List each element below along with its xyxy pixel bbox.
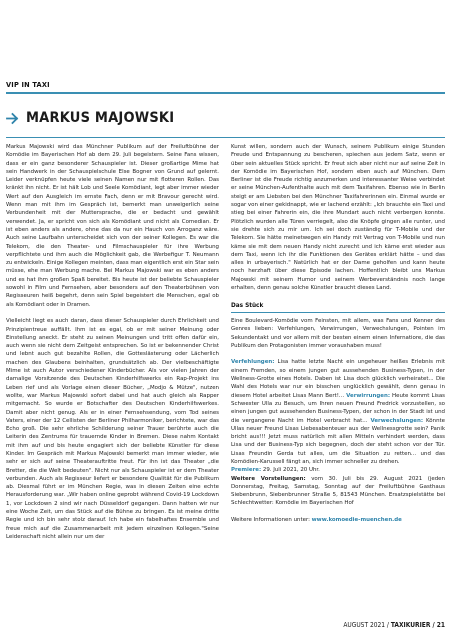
section-label: VIP IN TAXI xyxy=(6,81,50,89)
premiere-text: 29. Juli 2021, 20 Uhr. xyxy=(262,467,320,474)
plot-summary xyxy=(231,358,445,466)
premiere-line xyxy=(231,466,445,474)
verfehlungen-text: Lisa hatte letzte Nacht ein ungeheuer heißes Erlebnis mit einem Fremden, so einem jungen gut aussehenden Business-Typen, in der Wellness-Grotte eines Hotels. Daben ist Lisa doch glücklich verheiratet... Die Wahl des Hotels war nur ein bisschen unglücklich gewählt, denn genau in diesem Hotel arbeitet Lisas Mann Bert!... xyxy=(231,359,445,399)
paragraph: Eine Boulevard-Komödie vom Feinsten, mit allem, was Fans und Kenner des Genres lieben: Verfehlungen, Verwirrungen, Verwechslungen, Pointen im Sekundentakt und vor allem mit der besten einem einen Infernatiore, die das Publikum den Protagonisten immer voraushaben muss! xyxy=(231,317,445,349)
premiere-label: Premiere: xyxy=(231,467,262,474)
headline-divider xyxy=(6,137,445,138)
website-link[interactable]: www.komoedie-muenchen.de xyxy=(311,517,402,524)
article-title: MARKUS MAJOWSKI xyxy=(26,110,175,126)
left-column xyxy=(6,143,219,541)
paragraph: Vielleicht liegt es auch daran, dass dieser Schauspieler durch Ehrlichkeit und Prinzipientreue auffällt. Ihm ist es egal, ob er mit seiner Meinung oder Einstellung aneckt. Er steht zu seinen Meinungen und tritt offen dafür ein, auch wenn sie nicht dem Zeitgeist entsprechen. So ist er bekennender Christ und lebnt auch gut bezahlte Rollen, die Gotteslästerung oder Lächerlich machen des Glaubens beinhalten, grundsätzlich ab. Der vielbeschäftigte Mime ist auch Autor verschiedener Kinderbücher. Als vor vielen Jahren der damalige Vorsitzende des Deutschen Kinderhilfswerks ein Rap-Projekt ins Leben rief und als Vorlage einen dieser Bücher, „Modjo & Mütze", nutzen wollte, war Markus Majowski sofort dabei und hat auch gleich als Rapper mitgemacht. So wurde er Botschafter des Deutschen Kinderhilfswerkes. Damit aber nicht genug. Als er in einer Fernsehsendung, vom Tod seines Vaters, einer der 12 Cellisten der Berliner Philharmoniker, berichtete, war das Echo groß. Die sehr ehrliche Schilderung seiner Trauer berührte auch die Leiterin des Zentrums für trauernde Kinder in Bremen. Diese nahm Kontakt mit ihm auf und bis heute engagiert sich der beliebte Künstler für diese Kinder. Im Gespräch mit Markus Majowski bemerkt man immer wieder, wie sehr er sich auf seine Theaterauftritte freut. Für ihn ist das Theater „die Bretter, die die Welt bedeuten". Nicht nur als Schauspieler ist er dem Theater verbunden. Auch als Regisseur liefert er besondere Qualität für die Publikum ab. Diesmal führt er im München Regie, was in diesen Zeiten eine echte Herausforderung war. „Wir haben online geprobt während Covid-19 Lockdown 1, vor Lockdown 2 sind wir nach Düsseldorf gegangen. Dann hatten wir nur eine Woche Zeit, um das Stück auf die Bühne zu bringen. Es ist meine dritte Regie und ich bin sehr stolz darauf. Ich habe ein fabelhaftes Ensemble und freue mich auf die Zusammenarbeit mit jedem einzelnen Kollegen."Seine Leidenschaft nicht allein nur um der xyxy=(6,318,219,540)
page-footer xyxy=(343,621,445,629)
footer-magazine: TAXIKURIER xyxy=(390,621,431,629)
verwirrungen-label: Verwirrungen: xyxy=(346,392,390,399)
info-line xyxy=(231,516,445,524)
article-headline xyxy=(6,107,174,129)
info-text: Weitere Informationen unter: xyxy=(231,517,310,524)
right-column xyxy=(231,143,445,524)
weitere-line xyxy=(231,475,445,508)
verwechslungen-text: Könnte Ullas neuer Freund Lisas Liebesabenteuer aus der Wellnessgrotte sein? Panik bricht aus!!! Jetzt muss natürlich mit allen Mitteln verhindert werden, dass Lisa und der Business-Typ sich begegnen, doch der steht schon vor der Tür. Lisas Freundin Gerda tut alles, um die Situation zu retten... und das Komödien-Karussell fängt an, sich immer schneller zu drehen. xyxy=(231,417,446,465)
paragraph: Markus Majowski wird das Münchner Publikum auf der Freiluftbühne der Komödie im Bayerischen Hof ab dem 29. Juli begeistern. Seine Fans wissen, dass er ein ganz besonderer Schauspieler ist. Dieser großartige Mime hat sein Handwerk in der Schauspielschule Else Bogner von Grund auf gelernt. Leider verknüpfen heute viele seinen Namen nur mit flotteren Rollen. Das kränkt ihn nicht. Er ist hält Lob und Seele Komödiant, legt aber immer wieder Wert auf den Ausgleich im ernste Fach, denn er mit Bravour gerecht wird. Wenn man mit ihm im Gespräch ist, bemerkt man unweigerlich seine Verbundenheit mit der Muttersprache, die er bedacht und gewählt verwendet. Ja, er spricht von sich als Komödiant und nicht als Comedian. Er ist eben anders als andere, ohne das da nur ein Hauch von Arroganz wäre. Auch seine Laufbahn unterscheidet sich von der seiner Kollegen. Es war die Telekom, die den Theater- und Filmschauspieler für ihre Werbung verpflichtete und ihm auch die Möglichkeit gab, die Werbefigur T. Neumann zu entwickeln. Einige Kollegen meinten, dass man eigentlich erst ein Star sein müsse, ehe man Werbung mache. Bei Markus Majowski war es eben anders und es hat ihm großen Spaß bereitet. Bis heute ist der beliebte Schauspieler sowohl in Film und Fernsehen, aber besonders auf den Theaterbühnen von Regisseuren heiß begehrt, denn sein Spiel begeistert die Menschen, egal ob als Komödiant oder in Dramen. xyxy=(6,144,219,308)
verwirrungen-text: Heute kommt Lisas Schwester Ulla zu Besuch, um Ihren neuen Freund Fredrick vorzustellen, so einen jungen gut aussehenden Business-Typen, der schon in der Stadt ist und die vergangene Nacht im Hotel verbracht hat... xyxy=(231,392,445,424)
section-divider xyxy=(6,92,445,94)
verfehlungen-label: Verfehlungen: xyxy=(231,359,275,366)
right-arrow-icon xyxy=(6,112,19,125)
verwechslungen-label: Verwechslungen: xyxy=(370,417,424,424)
weitere-label: Weitere Vorstellungen: xyxy=(231,475,306,482)
paragraph: Kunst willen, sondern auch der Wunsch, seinem Publikum einige Stunden Freude und Entspannung zu bescheren, spiechen aus jedem Satz, wenn er über sein aktuelles Stück spricht. Er freut sich aber nicht nur auf seine Zeit in der Komödie im Bayerischen Hof, sondern eben auch auf München. Dem Berliner ist die Freude richtig anzumerken und interessanter Weise verbindet er seine München-Aufenthalte auch mit dem Taxifahren. Ebenso wie in Berlin steigt er am Liebsten bei den Münchner Taxifahrerinnen ein. Einmal wurde er sogar von einer gekidnappt, wie er lachend erzählt: „Ich brauchte ein Taxi und stieg bei einer Fahrerin ein, die ihre Mundart auch nicht verbergen konnte. Plötzlich wurden alle Türen verriegelt, also die Knöpfe gingen alle runter, und sie drehte sich zu mir um. Ich sei doch zuständig für T-Mobile und der Telekom. Sie hätte meinetwegen ein Handy mit Vertrag von T-Mobile und nun käme sie mit dem neuen Handy nicht zurecht und ich käme erst wieder aus dem Taxi, wenn ich ihr die Funktionen des Gerätes erklärt hätte – und das alles in urbayerisch." Natürlich hat er der Dame geholfen und kann heute noch herzhaft über diese Episode lachen. Hoffentlich bleibt uns Markus Majowski mit seinem Humor und seinem Werbeverständnis noch lange erhalten, denn genau solche Künstler braucht dieses Land. xyxy=(231,144,445,292)
weitere-text: vom 30. Juli bis 29. August 2021 (jeden Donnerstag, Freitag, Samstag, Sonntag auf der Freiluftbühne Gasthaus Siebenbrunn, Siebenbrunner Straße 5, 81543 München. Ersatzspielstätte bei Schlechtwetter: Komödie im Bayerischen Hof xyxy=(231,475,445,507)
subsection-heading: Das Stück xyxy=(231,301,445,313)
page-number: / 21 xyxy=(430,621,445,629)
footer-issue: AUGUST 2021 / xyxy=(343,621,391,629)
